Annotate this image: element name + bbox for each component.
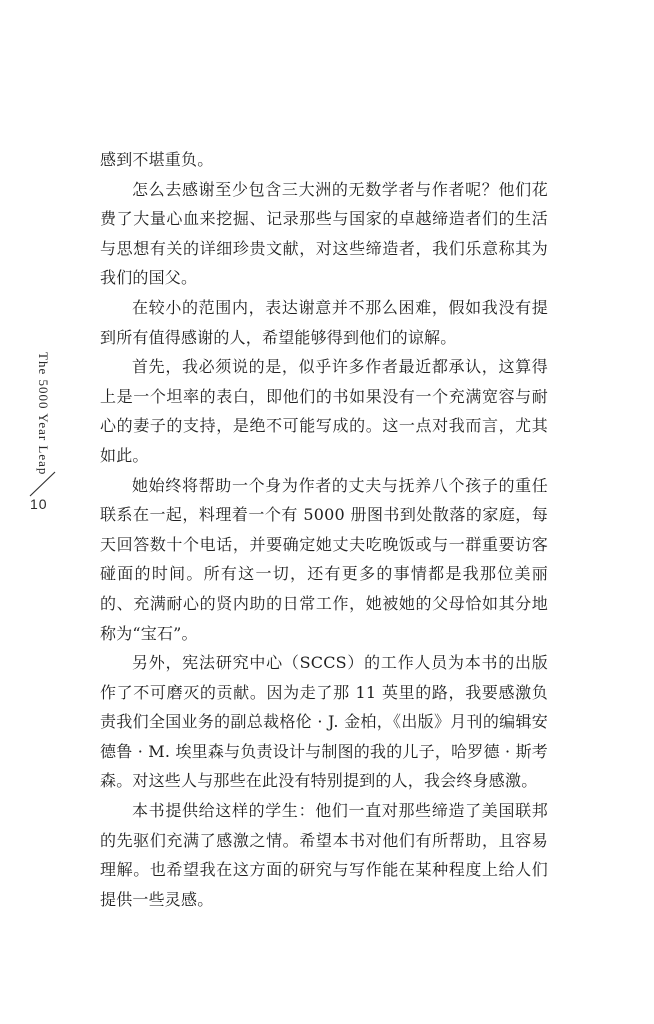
paragraph: 本书提供给这样的学生：他们一直对那些缔造了美国联邦的先驱们充满了感激之情。希望本书对他们有所帮助，且容易理解。也希望我在这方面的研究与写作能在某种程度上给人们提供一些灵感。: [100, 801, 548, 909]
running-head: The 5000 Year Leap: [36, 352, 51, 476]
paragraph: 另外，宪法研究中心（SCCS）的工作人员为本书的出版作了不可磨灭的贡献。因为走了那 11 英里的路，我要感激负责我们全国业务的副总裁格伦 · J. 金柏，《出版》月刊的编辑安德鲁 · M. 埃里森与负责设计与制图的我的儿子，哈罗德 · 斯考森。对这些人与那些在此没有特别提到的人，我会终身感激。: [100, 653, 548, 791]
paragraph: 她始终将帮助一个身为作者的丈夫与抚养八个孩子的重任联系在一起，料理着一个有 5000 册图书到处散落的家庭，每天回答数十个电话，并要确定她丈夫吃晚饭或与一群重要访客碰面的时间。所有这一切，还有更多的事情都是我那位美丽的、充满耐心的贤内助的日常工作，她被她的父母恰如其分地称为“宝石”。: [100, 475, 548, 643]
folio-divider-line: [28, 468, 58, 498]
page-number: 10: [30, 496, 48, 512]
paragraph: 在较小的范围内，表达谢意并不那么困难，假如我没有提到所有值得感谢的人，希望能够得到他们的谅解。: [100, 297, 548, 347]
body-text: [100, 145, 548, 914]
paragraph: 感到不堪重负。: [100, 150, 214, 169]
paragraph: 怎么去感谢至少包含三大洲的无数学者与作者呢？他们花费了大量心血来挖掘、记录那些与国家的卓越缔造者们的生活与思想有关的详细珍贵文献，对这些缔造者，我们乐意称其为我们的国父。: [100, 179, 548, 288]
paragraph: 首先，我必须说的是，似乎许多作者最近都承认，这算得上是一个坦率的表白，即他们的书如果没有一个充满宽容与耐心的妻子的支持，是绝不可能写成的。这一点对我而言，尤其如此。: [100, 357, 548, 465]
